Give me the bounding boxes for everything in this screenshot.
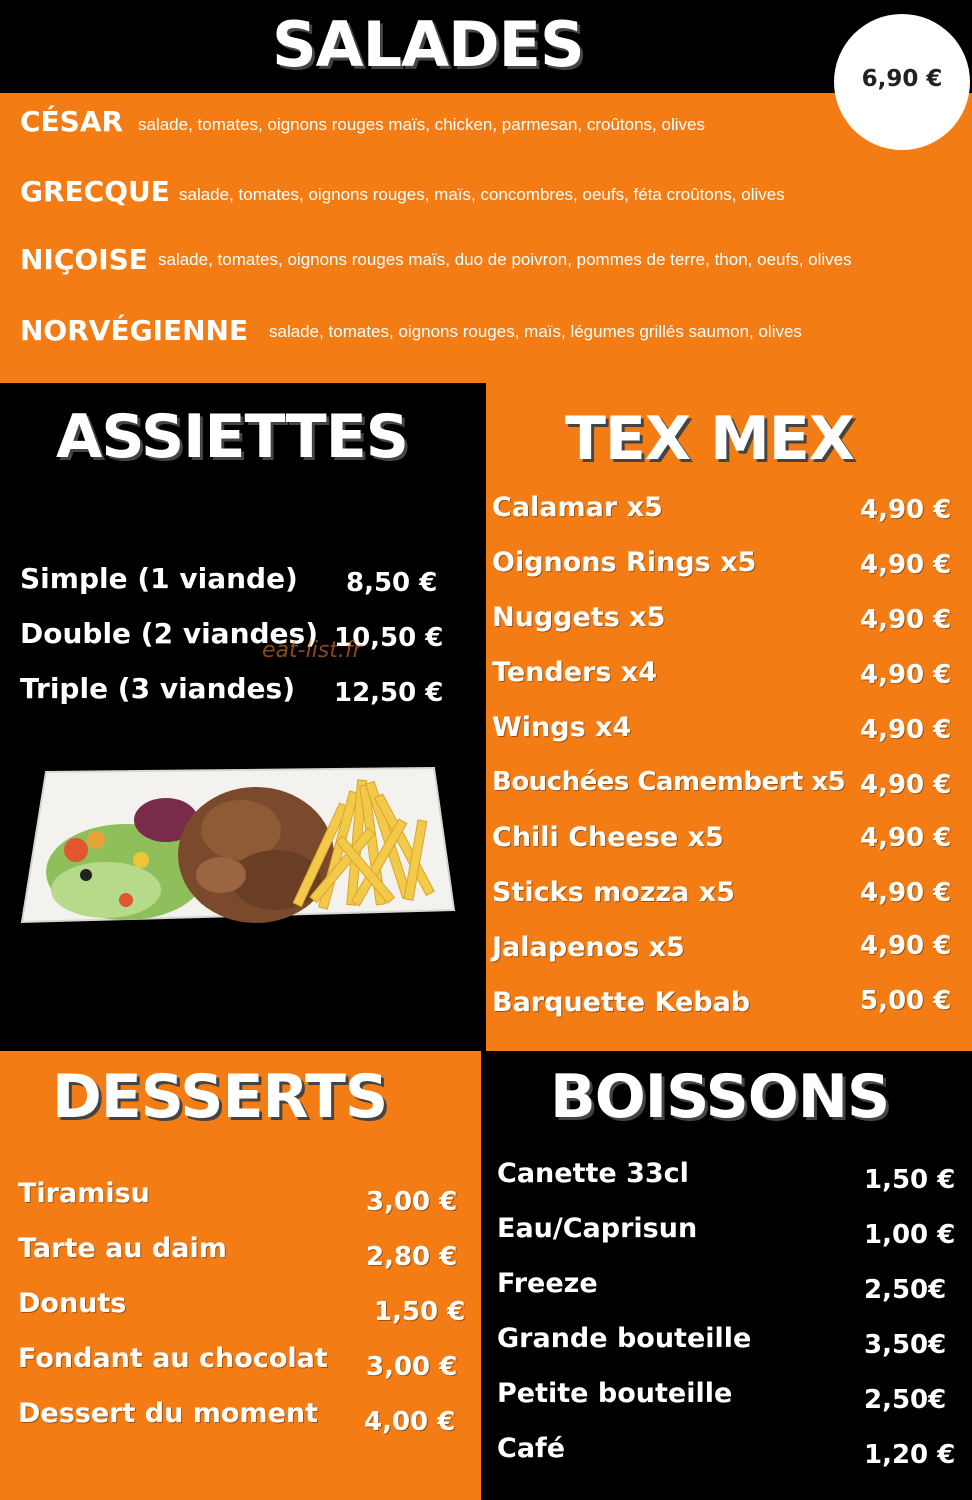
assiettes-panel [0,383,486,1051]
texmex-price: 4,90 € [860,931,952,961]
texmex-price: 4,90 € [860,495,952,525]
texmex-name: Nuggets x5 [492,602,666,633]
texmex-name: Barquette Kebab [492,987,751,1018]
assiette-name: Simple (1 viande) [20,562,298,595]
texmex-price: 4,90 € [860,878,952,908]
dessert-price: 4,00 € [364,1407,456,1437]
texmex-name: Sticks mozza x5 [492,877,735,908]
boisson-name: Freeze [497,1268,598,1299]
assiette-price: 10,50 € [334,623,444,653]
assiettes-title: ASSIETTES [56,402,408,472]
boisson-price: 1,20 € [864,1440,956,1470]
boisson-price: 2,50€ [864,1385,947,1415]
assiette-name: Double (2 viandes) [20,617,318,650]
texmex-title: TEX MEX [565,404,855,474]
texmex-name: Chili Cheese x5 [492,822,724,853]
texmex-name: Calamar x5 [492,492,663,523]
texmex-price: 4,90 € [860,660,952,690]
texmex-price: 4,90 € [860,715,952,745]
dessert-name: Tarte au daim [18,1233,227,1264]
assiette-price: 8,50 € [346,568,438,598]
texmex-name: Jalapenos x5 [492,932,685,963]
boisson-name: Grande bouteille [497,1323,752,1354]
salade-name: GRECQUE [20,175,170,208]
price-badge-label: 6,90 € [861,66,943,92]
dessert-price: 3,00 € [366,1187,458,1217]
boisson-name: Canette 33cl [497,1158,689,1189]
texmex-name: Oignons Rings x5 [492,547,757,578]
texmex-price: 5,00 € [860,986,952,1016]
dessert-name: Tiramisu [18,1178,150,1209]
texmex-price: 4,90 € [860,550,952,580]
boissons-title: BOISSONS [550,1062,890,1132]
watermark: eat-list.fr [262,638,362,663]
texmex-price: 4,90 € [860,605,952,635]
boisson-price: 1,00 € [864,1220,956,1250]
dessert-name: Fondant au chocolat [18,1343,328,1374]
texmex-price: 4,90 € [860,770,952,800]
dessert-price: 3,00 € [366,1352,458,1382]
salade-desc: salade, tomates, oignons rouges, maïs, légumes grillés saumon, olives [269,322,802,341]
boisson-name: Eau/Caprisun [497,1213,698,1244]
dessert-name: Donuts [18,1288,127,1319]
assiette-name: Triple (3 viandes) [20,672,296,705]
salade-name: CÉSAR [20,105,124,138]
salade-desc: salade, tomates, oignons rouges, maïs, concombres, oeufs, féta croûtons, olives [179,185,785,204]
kebab-plate-photo [16,760,466,945]
texmex-name: Wings x4 [492,712,632,743]
desserts-title: DESSERTS [52,1062,388,1132]
texmex-name: Bouchées Camembert x5 [492,767,846,797]
texmex-name: Tenders x4 [492,657,657,688]
boisson-price: 3,50€ [864,1330,947,1360]
salade-desc: salade, tomates, oignons rouges maïs, chicken, parmesan, croûtons, olives [138,115,705,134]
boisson-price: 1,50 € [864,1165,956,1195]
boisson-name: Café [497,1433,566,1464]
dessert-price: 2,80 € [366,1242,458,1272]
dessert-price: 1,50 € [374,1297,466,1327]
assiette-price: 12,50 € [334,678,444,708]
salades-title: SALADES [272,8,584,81]
dessert-name: Dessert du moment [18,1398,319,1429]
salade-desc: salade, tomates, oignons rouges maïs, duo de poivron, pommes de terre, thon, oeufs, olives [158,250,852,269]
salade-name: NORVÉGIENNE [20,314,249,347]
salade-name: NIÇOISE [20,243,148,276]
boisson-price: 2,50€ [864,1275,947,1305]
texmex-price: 4,90 € [860,823,952,853]
boisson-name: Petite bouteille [497,1378,733,1409]
